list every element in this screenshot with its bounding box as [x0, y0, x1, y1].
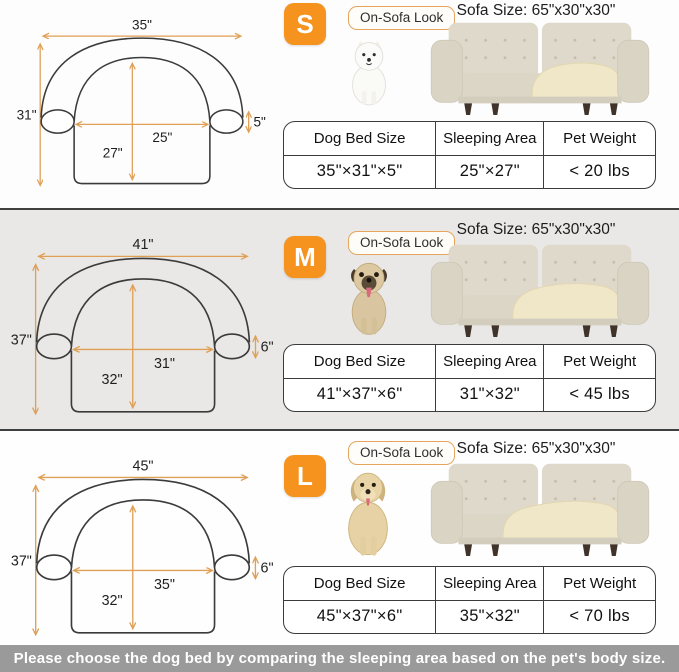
- value-sleeping-area: 25"×27": [435, 156, 544, 189]
- header-sleeping-area: Sleeping Area: [435, 345, 544, 378]
- dim-bolster-label: 5": [253, 114, 266, 130]
- table-value-row: [284, 156, 655, 189]
- header-pet-weight: Pet Weight: [563, 352, 637, 370]
- sofa-size-label: Sofa Size: 65"x30"x30": [456, 440, 616, 457]
- dog-bed-dimension-diagram: [14, 16, 270, 194]
- value-dog-bed-size: 35"×31"×5": [316, 162, 403, 181]
- header-sleeping-area: Sleeping Area: [435, 122, 544, 155]
- on-sofa-look-chip: On-Sofa Look: [348, 6, 455, 30]
- sofa-size-label: Sofa Size: 65"x30"x30": [456, 221, 616, 238]
- sofa-illustration: [406, 456, 674, 557]
- value-pet-weight: < 70 lbs: [569, 607, 630, 626]
- size-badge-m: M: [284, 236, 326, 278]
- header-pet-weight: Pet Weight: [563, 129, 637, 147]
- table-value-row: [284, 379, 655, 412]
- header-dog-bed-size: Dog Bed Size: [313, 574, 406, 592]
- size-table-l: [283, 566, 656, 634]
- size-badge-s: S: [284, 3, 326, 45]
- dog-bed-dimension-diagram: [8, 234, 278, 424]
- dim-sleep-height-label: 32": [101, 372, 123, 389]
- table-header-row: [284, 122, 655, 156]
- sofa-illustration: [406, 237, 674, 338]
- on-sofa-look-chip: On-Sofa Look: [348, 441, 455, 465]
- table-header-row: [284, 345, 655, 379]
- dim-width-label: 35": [132, 17, 152, 33]
- size-table-s: [283, 121, 656, 189]
- size-badge-l: L: [284, 455, 326, 497]
- value-sleeping-area: 31"×32": [435, 379, 544, 412]
- size-section-m: [0, 210, 679, 429]
- value-dog-bed-size: 45"×37"×6": [316, 607, 403, 626]
- on-sofa-look-chip: On-Sofa Look: [348, 231, 455, 255]
- value-pet-weight: < 20 lbs: [569, 162, 630, 181]
- header-sleeping-area: Sleeping Area: [435, 567, 544, 600]
- dog-pug-image: [341, 257, 397, 337]
- dog-pomeranian-image: [343, 37, 395, 107]
- value-sleeping-area: 35"×32": [435, 601, 544, 634]
- footer-note: Please choose the dog bed by comparing the sleeping area based on the pet's body size.: [0, 645, 679, 672]
- value-dog-bed-size: 41"×37"×6": [316, 385, 403, 404]
- table-header-row: [284, 567, 655, 601]
- dim-bolster-label: 6": [260, 560, 274, 577]
- dog-labrador-image: [337, 468, 399, 558]
- dog-bed-dimension-diagram: [8, 457, 278, 643]
- dim-sleep-height-label: 27": [102, 145, 123, 161]
- dim-height-label: 31": [16, 107, 37, 123]
- sofa-size-label: Sofa Size: 65"x30"x30": [456, 2, 616, 19]
- sofa-illustration: [406, 15, 674, 116]
- dim-sleep-height-label: 32": [101, 593, 123, 610]
- header-dog-bed-size: Dog Bed Size: [313, 352, 406, 370]
- dim-height-label: 37": [10, 332, 32, 349]
- dim-bolster-label: 6": [260, 339, 274, 356]
- header-dog-bed-size: Dog Bed Size: [313, 129, 406, 147]
- value-pet-weight: < 45 lbs: [569, 385, 630, 404]
- dim-width-label: 45": [132, 458, 154, 475]
- dim-sleep-width-label: 25": [152, 129, 173, 145]
- dim-sleep-width-label: 31": [153, 355, 175, 372]
- table-value-row: [284, 601, 655, 634]
- dim-height-label: 37": [10, 553, 32, 570]
- size-section-s: [0, 0, 679, 208]
- size-section-l: [0, 431, 679, 645]
- header-pet-weight: Pet Weight: [563, 574, 637, 592]
- size-table-m: [283, 344, 656, 412]
- dim-width-label: 41": [132, 237, 154, 254]
- dim-sleep-width-label: 35": [153, 576, 175, 593]
